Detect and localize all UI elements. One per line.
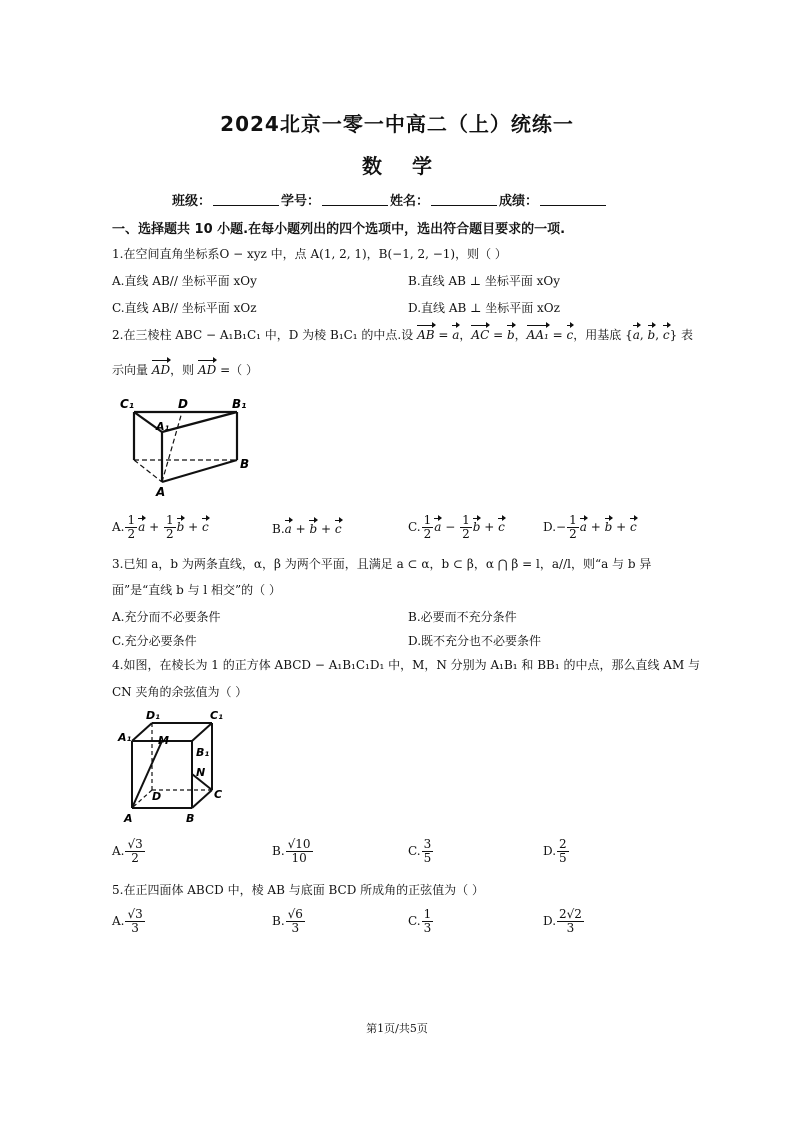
class-field[interactable]	[213, 193, 279, 206]
q2-stem-line2: 示向量 AD，则 AD =（ ）	[112, 363, 258, 377]
q4-c-den: 5	[423, 851, 432, 865]
label-a1: A₁	[156, 420, 170, 433]
name-label: 姓名：	[390, 194, 430, 209]
label-b-cube: B	[186, 812, 195, 825]
q5-stem: 5.在正四面体 ABCD 中，棱 AB 与底面 BCD 所成角的正弦值为（ ）	[112, 883, 484, 897]
q4-a-den: 2	[131, 851, 139, 865]
q4-b-letter: B.	[272, 844, 285, 858]
q4-option-d[interactable]	[543, 838, 570, 865]
q4-option-b[interactable]	[272, 838, 314, 865]
label-n: N	[196, 766, 206, 779]
q5-b-den: 3	[291, 921, 300, 935]
label-m: M	[158, 734, 169, 747]
q5-c-den: 3	[423, 921, 432, 935]
q2-stem-text: 2.在三棱柱 ABC − A₁B₁C₁ 中，D 为棱 B₁C₁ 的中点.设	[112, 328, 418, 342]
q2-option-a[interactable]: A. $\frac{1}{2}$ a + $\frac{1}{2}$ b + c	[112, 513, 209, 541]
student-info-line	[172, 190, 608, 209]
q2-option-d[interactable]: D.− $\frac{1}{2}$ a + b + c	[543, 513, 637, 541]
q4-c-num: 3	[423, 837, 432, 851]
q2-b-letter: B.	[272, 522, 285, 536]
label-b: B	[240, 457, 250, 471]
score-field[interactable]	[540, 193, 606, 206]
q1-stem: 1.在空间直角坐标系O − xyz 中，点 A(1, 2, 1)，B(−1, 2, −1)，则（ ）	[112, 247, 507, 261]
q3-option-b[interactable]: B.必要而不充分条件	[408, 610, 517, 624]
q5-a-num: √3	[127, 907, 143, 921]
q5-d-num: 2√2	[559, 907, 582, 921]
q3-option-a[interactable]: A.充分而不必要条件	[112, 610, 221, 624]
q2-d-letter: D.	[543, 520, 557, 534]
q4-option-c[interactable]	[408, 838, 434, 865]
q5-option-b[interactable]	[272, 908, 306, 935]
subject-title: 数学	[362, 154, 462, 178]
q5-a-letter: A.	[112, 914, 125, 928]
label-c1-cube: C₁	[210, 709, 223, 722]
score-label: 成绩：	[499, 194, 539, 209]
name-field[interactable]	[431, 193, 497, 206]
q2-stem-end: 表	[681, 328, 694, 342]
q4-a-letter: A.	[112, 844, 125, 858]
q5-option-a[interactable]	[112, 908, 146, 935]
q1-option-a[interactable]: A.直线 AB// 坐标平面 xOy	[112, 274, 257, 288]
q2-stem-line2-text: 示向量	[112, 363, 149, 377]
prism-figure	[112, 392, 262, 502]
q1-option-b[interactable]: B.直线 AB ⊥ 坐标平面 xOy	[408, 274, 561, 288]
q3-option-c[interactable]: C.充分必要条件	[112, 634, 197, 648]
page-title: 2024北京一零一中高二（上）统练一	[220, 112, 574, 136]
id-label: 学号：	[281, 194, 321, 209]
q2-option-b[interactable]: B.a + b + c	[272, 522, 342, 536]
q1-option-c[interactable]: C.直线 AB// 坐标平面 xOz	[112, 301, 257, 315]
q4-stem-line1: 4.如图，在棱长为 1 的正方体 ABCD − A₁B₁C₁D₁ 中，M，N 分别为 A₁B₁ 和 BB₁ 的中点，那么直线 AM 与	[112, 658, 701, 672]
q4-d-letter: D.	[543, 844, 557, 858]
label-b1: B₁	[232, 397, 247, 411]
label-a-cube: A	[124, 812, 133, 825]
q2-vectors: AB = a，AC = b，AA₁ = c，用基底 {a, b, c}	[417, 328, 682, 342]
q3-option-d[interactable]: D.既不充分也不必要条件	[408, 634, 542, 648]
q2-stem-line1	[112, 327, 693, 343]
page-footer: 第1页/共5页	[366, 1022, 428, 1035]
q4-b-num: √10	[287, 837, 311, 851]
label-b1-cube: B₁	[196, 746, 210, 759]
q2-stem-line2-end: =（ ）	[216, 363, 258, 377]
q5-b-num: √6	[287, 907, 303, 921]
q4-d-num: 2	[559, 837, 567, 851]
section-heading: 一、选择题共 10 小题.在每小题列出的四个选项中，选出符合题目要求的一项.	[112, 222, 566, 237]
q1-option-d[interactable]: D.直线 AB ⊥ 坐标平面 xOz	[408, 301, 560, 315]
q4-option-a[interactable]	[112, 838, 146, 865]
label-d: D	[178, 397, 188, 411]
q4-c-letter: C.	[408, 844, 421, 858]
q5-option-d[interactable]	[543, 908, 585, 935]
label-a1-cube: A₁	[118, 731, 132, 744]
id-field[interactable]	[322, 193, 388, 206]
q3-stem-line1: 3.已知 a，b 为两条直线，α，β 为两个平面，且满足 a ⊂ α，b ⊂ β，α ⋂ β = l，a//l，则“a 与 b 异	[112, 557, 652, 571]
q2-a-letter: A.	[112, 520, 125, 534]
q4-stem-line2: CN 夹角的余弦值为（ ）	[112, 685, 248, 699]
q3-stem-line2: 面”是“直线 b 与 l 相交”的（ ）	[112, 583, 281, 597]
q5-d-den: 3	[566, 921, 575, 935]
label-a: A	[156, 485, 166, 499]
q5-a-den: 3	[131, 921, 139, 935]
q2-option-c[interactable]: C. $\frac{1}{2}$ a − $\frac{1}{2}$ b + c	[408, 513, 505, 541]
q5-b-letter: B.	[272, 914, 285, 928]
q5-d-letter: D.	[543, 914, 557, 928]
class-label: 班级：	[172, 194, 212, 209]
label-c-cube: C	[214, 788, 223, 801]
q4-a-num: √3	[127, 837, 143, 851]
q5-c-letter: C.	[408, 914, 421, 928]
cube-figure	[112, 708, 242, 826]
q2-stem-line2-mid: ，则	[170, 363, 195, 377]
q4-b-den: 10	[291, 851, 307, 865]
label-d-cube: D	[152, 790, 162, 803]
q5-c-num: 1	[423, 907, 432, 921]
q5-option-c[interactable]	[408, 908, 434, 935]
q4-d-den: 5	[559, 851, 567, 865]
label-d1: D₁	[146, 709, 160, 722]
q2-c-letter: C.	[408, 520, 421, 534]
label-c1: C₁	[120, 397, 135, 411]
